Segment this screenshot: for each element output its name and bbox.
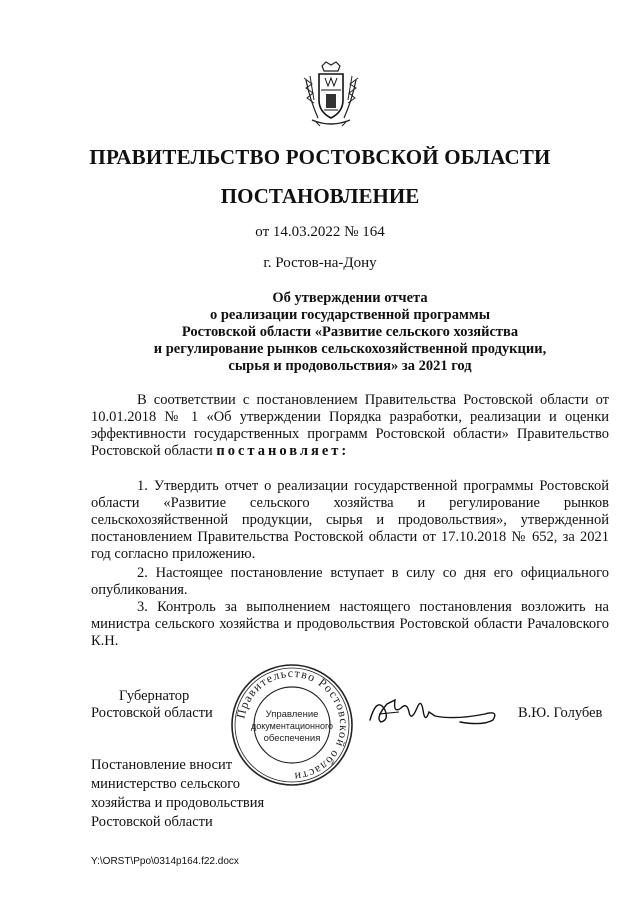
introduced-by-line: министерство сельского (91, 776, 241, 792)
position-line: Губернатор (119, 688, 190, 704)
introduced-by-block (91, 756, 264, 832)
introduced-by-line: Постановление вносит (91, 757, 233, 773)
document-type: ПОСТАНОВЛЕНИЕ (220, 184, 420, 208)
preamble-paragraph (91, 392, 609, 460)
organization-title: ПРАВИТЕЛЬСТВО РОСТОВСКОЙ ОБЛАСТИ (89, 145, 551, 169)
introduced-by-line: хозяйства и продовольствия (91, 795, 265, 811)
stamp-line: Управление (265, 709, 319, 720)
stamp-ring-text: Правительство Ростовской области (233, 665, 352, 785)
city: г. Ростов-на-Дону (263, 255, 377, 271)
item-2-paragraph: 2. Настоящее постановление вступает в силу со дня его официального опубликования. (91, 565, 609, 598)
title-line: Об утверждении отчета (272, 290, 428, 306)
resolution-keyword: постановляет: (216, 443, 350, 459)
stamp-line: обеспечения (263, 733, 321, 744)
stamp-line: документационного (250, 721, 334, 731)
position-line: Ростовской области (91, 705, 213, 721)
title-line: и регулирование рынков сельскохозяйственной продукции, (153, 341, 547, 357)
item-1-paragraph: 1. Утвердить отчет о реализации государственной программы Ростовской области «Развитие сельского хозяйства и регулирование рынков сельскохозяйственной продукции, сырья и продовольствия», утвержденной постановлением Правительства Ростовской области от 17.10.2018 № 652, за 2021 год согласно приложению. (91, 478, 609, 562)
title-line: сырья и продовольствия» за 2021 год (228, 358, 472, 374)
title-line: Ростовской области «Развитие сельского хозяйства (181, 324, 519, 340)
preamble-text: В соответствии с постановлением Правительства Ростовской области от 10.01.2018 № 1 «Об утверждении Порядка разработки, реализации и оценки эффективности государственных программ Ростовской области» Правительство Ростовской области (91, 392, 609, 459)
handwritten-signature (365, 690, 505, 735)
signatory-name: В.Ю. Голубев (518, 705, 603, 721)
date-and-number: от 14.03.2022 № 164 (255, 224, 385, 240)
introduced-by-line: Ростовской области (91, 814, 213, 830)
signatory-position (91, 688, 213, 722)
item-3-paragraph: 3. Контроль за выполнением настоящего постановления возложить на министра сельского хозяйства и продовольствия Ростовской области Рачаловского К.Н. (91, 599, 609, 649)
title-line: о реализации государственной программы (209, 307, 491, 323)
file-path-footer: Y:\ORST\Ppo\0314p164.f22.docx (91, 856, 239, 867)
coat-of-arms-icon (300, 60, 362, 128)
document-title (100, 290, 600, 375)
